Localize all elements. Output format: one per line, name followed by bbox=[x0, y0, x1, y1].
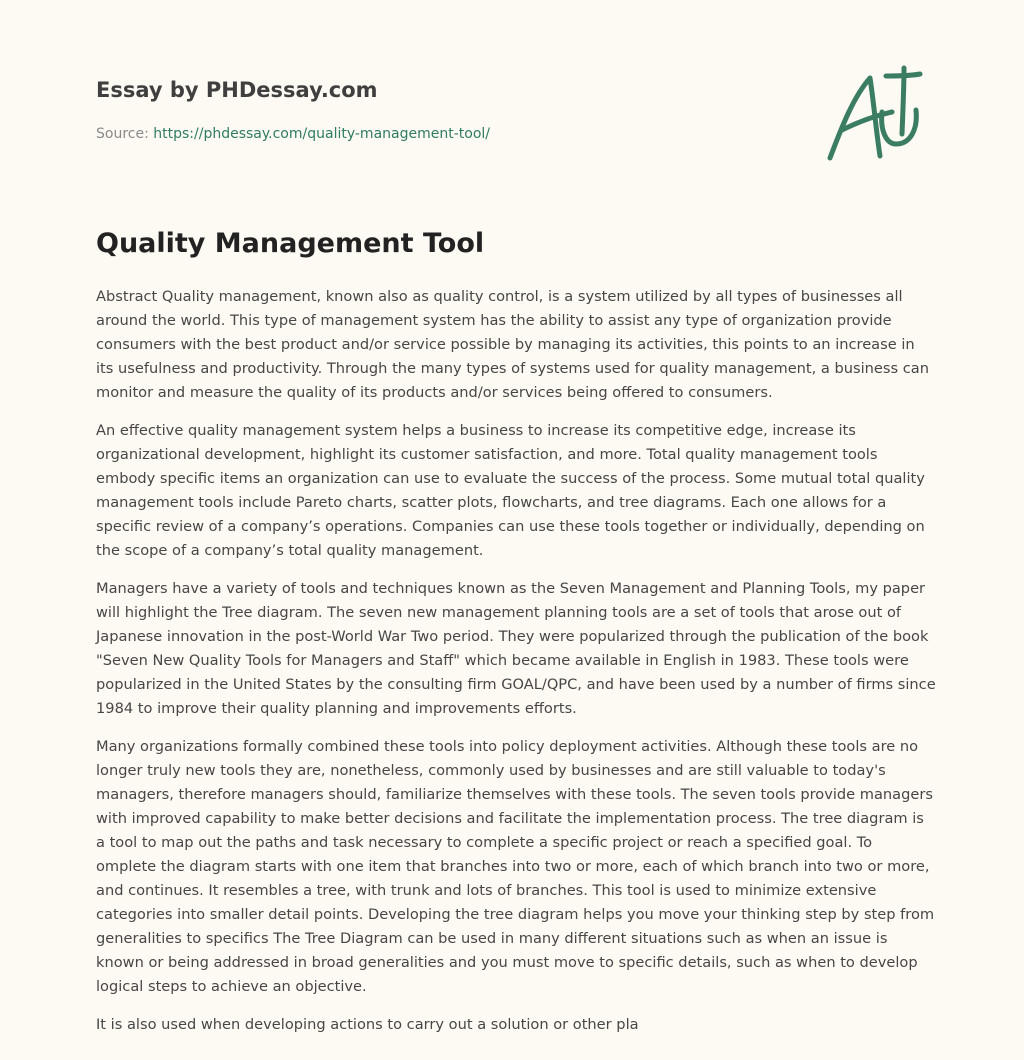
essay-paragraph: Abstract Quality management, known also as quality control, is a system utilized by all types of businesses all around the world. This type of management system has the ability to assist any type of organization provide consumers with the best product and/or service possible by managing its activities, this points to an increase in its usefulness and productivity. Through the many types of systems used for quality management, a business can monitor and measure the quality of its products and/or services being offered to consumers. bbox=[96, 288, 929, 401]
essay-title: Quality Management Tool bbox=[96, 228, 485, 259]
source-label: Source: bbox=[96, 126, 149, 142]
essay-paragraph: It is also used when developing actions to carry out a solution or other pla bbox=[96, 1016, 639, 1033]
essay-body bbox=[96, 285, 936, 1051]
essay-paragraph: An effective quality management system helps a business to increase its competitive edge, increase its organizational development, highlight its customer satisfaction, and more. Total quality management tools embody specific items an organization can use to evaluate the success of the process. Some mutual total quality management tools include Pareto charts, scatter plots, flowcharts, and tree diagrams. Each one allows for a specific review of a company’s operations. Companies can use these tools together or individually, depending on the scope of a company’s total quality management. bbox=[96, 422, 925, 559]
site-brand: Essay by PHDessay.com bbox=[96, 78, 378, 102]
page-header bbox=[96, 76, 736, 144]
essay-paragraph: Managers have a variety of tools and techniques known as the Seven Management and Planning Tools, my paper will highlight the Tree diagram. The seven new management planning tools are a set of tools that arose out of Japanese innovation in the post-World War Two period. They were popularized through the publication of the book "Seven New Quality Tools for Managers and Staff" which became available in English in 1983. These tools were popularized in the United States by the consulting firm GOAL/QPC, and have been used by a number of firms since 1984 to improve their quality planning and improvements efforts. bbox=[96, 580, 936, 717]
source-link[interactable]: https://phdessay.com/quality-management-tool/ bbox=[153, 126, 490, 142]
essay-paragraph: Many organizations formally combined these tools into policy deployment activities. Although these tools are no longer truly new tools they are, nonetheless, commonly used by businesses and are still valuable to today's managers, therefore managers should, familiarize themselves with these tools. The seven tools provide managers with improved capability to make better decisions and facilitate the implementation process. The tree diagram is a tool to map out the paths and task necessary to complete a specific project or reach a specified goal. To omplete the diagram starts with one item that branches into two or more, each of which branch into two or more, and continues. It resembles a tree, with trunk and lots of branches. This tool is used to minimize extensive categories into smaller detail points. Developing the tree diagram helps you move your thinking step by step from generalities to specifics The Tree Diagram can be used in many different situations such as when an issue is known or being addressed in broad generalities and you must move to specific details, such as when to develop logical steps to achieve an objective. bbox=[96, 738, 935, 995]
a-plus-grade-icon bbox=[820, 64, 930, 168]
source-line bbox=[96, 124, 736, 144]
